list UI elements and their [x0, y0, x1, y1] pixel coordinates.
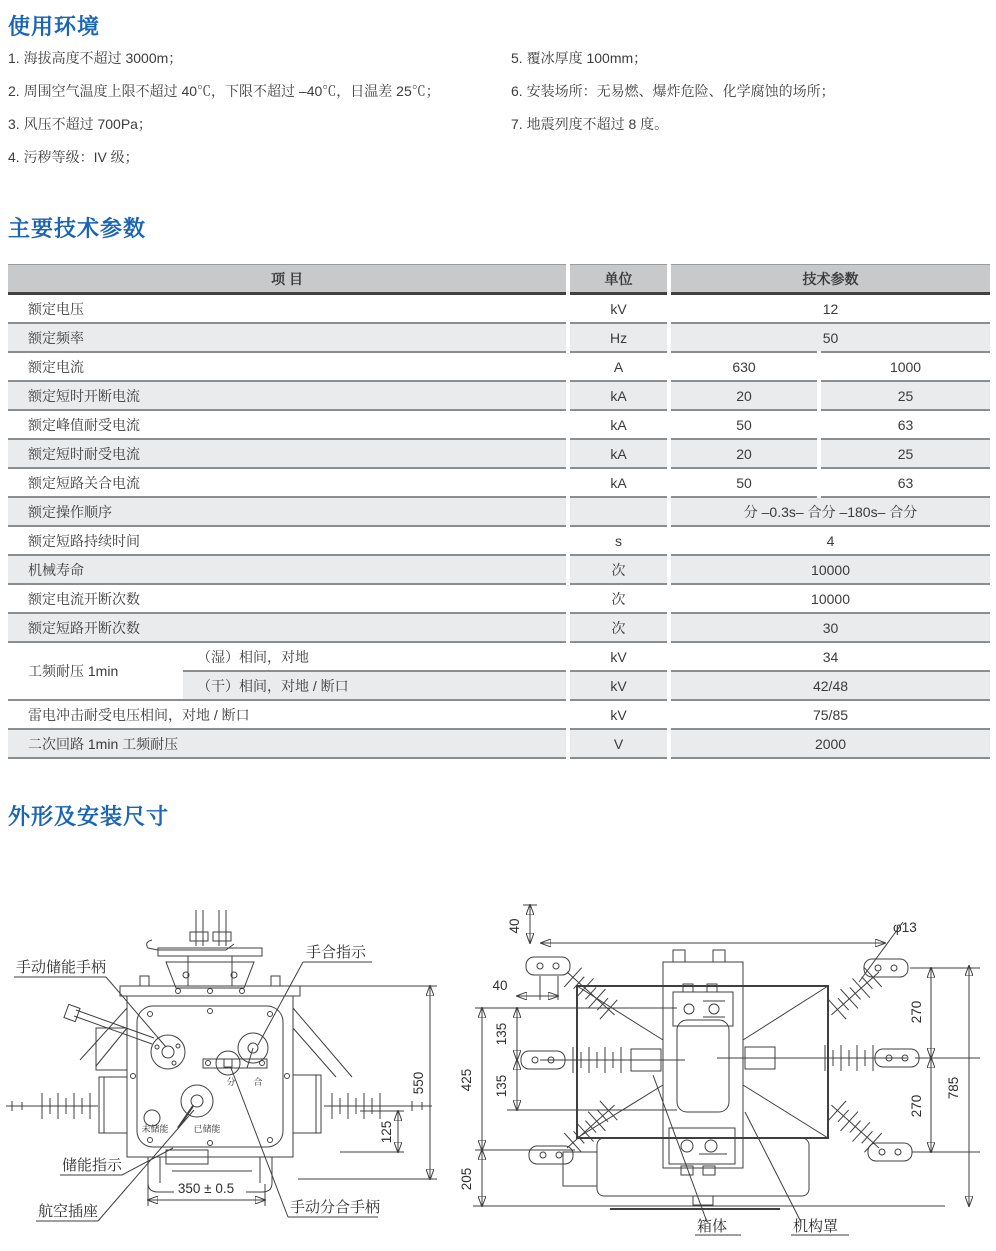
dim-550: 550	[411, 1071, 426, 1095]
value-cell: 20	[669, 381, 819, 410]
value-cell: 25	[819, 439, 990, 468]
environment-item: 7. 地震列度不超过 8 度。	[511, 116, 669, 132]
environment-item: 3. 风压不超过 700Pa；	[8, 116, 152, 132]
dim-205: 205	[459, 1167, 474, 1191]
value-cell: 50	[669, 410, 819, 439]
unit-cell: 次	[568, 613, 669, 642]
unit-cell: kV	[568, 700, 669, 729]
label-manual-switch-handle: 手动分合手柄	[290, 1199, 381, 1216]
value-cell: 10000	[669, 555, 990, 584]
value-cell: 50	[669, 468, 819, 497]
param-group-cell: 工频耐压 1min	[8, 642, 183, 700]
unit-cell: s	[568, 526, 669, 555]
param-name-cell: 额定电流	[8, 352, 568, 381]
param-name-cell: 额定短路持续时间	[8, 526, 568, 555]
param-name-cell: 额定短路关合电流	[8, 468, 568, 497]
dim-135-upper: 135	[494, 1022, 509, 1046]
dim-125: 125	[379, 1120, 394, 1144]
value-cell: 630	[669, 352, 819, 381]
table-row	[8, 555, 990, 584]
unit-cell: Hz	[568, 323, 669, 352]
parameters-table	[8, 264, 990, 759]
table-row	[8, 381, 990, 410]
dimensions-title: 外形及安装尺寸	[8, 804, 170, 829]
table-row	[8, 439, 990, 468]
dim-hole-diameter: φ13	[893, 920, 917, 935]
value-cell: 20	[669, 439, 819, 468]
param-name-cell: 二次回路 1min 工频耐压	[8, 729, 568, 758]
unit-cell: A	[568, 352, 669, 381]
param-name-cell: 额定电压	[28, 300, 84, 317]
label-close: 合	[253, 1077, 263, 1087]
table-header-row	[8, 265, 990, 294]
dim-135-lower: 135	[494, 1074, 509, 1098]
unit-cell: kV	[568, 642, 669, 671]
parameters-title: 主要技术参数	[8, 216, 147, 241]
table-row	[8, 613, 990, 642]
value-cell: 75/85	[669, 700, 990, 729]
top-view-annotations	[459, 905, 980, 1235]
value-cell: 63	[819, 468, 990, 497]
param-name-cell: 额定短时开断电流	[8, 381, 568, 410]
param-name-cell: 机械寿命	[8, 555, 568, 584]
param-name-cell: 额定频率	[8, 323, 568, 352]
label-mechanism-cover: 机构罩	[793, 1218, 839, 1235]
value-cell: 2000	[669, 729, 990, 758]
table-row	[8, 729, 990, 758]
param-name-cell: 额定电流开断次数	[8, 584, 568, 613]
value-cell: 42/48	[669, 671, 990, 700]
label-storage-indicator: 储能指示	[62, 1157, 123, 1174]
environment-item: 5. 覆冰厚度 100mm；	[511, 50, 648, 66]
header-unit: 单位	[568, 265, 669, 294]
table-row	[8, 700, 990, 729]
dim-350: 350 ± 0.5	[177, 1181, 235, 1196]
label-aviation-socket: 航空插座	[38, 1203, 99, 1220]
value-cell: 25	[819, 381, 990, 410]
dim-40-side: 40	[492, 978, 508, 993]
environment-title: 使用环境	[8, 14, 101, 39]
unit-cell: kA	[568, 468, 669, 497]
header-value: 技术参数	[669, 265, 990, 294]
top-view-drawing	[445, 900, 996, 1250]
dim-785: 785	[946, 1076, 961, 1100]
param-name-cell: 额定峰值耐受电流	[8, 410, 568, 439]
table-row	[8, 642, 990, 671]
table-row	[8, 497, 990, 526]
unit-cell: kA	[568, 381, 669, 410]
table-row	[8, 526, 990, 555]
environment-list-left	[8, 42, 508, 174]
table-row	[8, 352, 990, 381]
table-row	[8, 294, 990, 324]
value-cell: 63	[819, 410, 990, 439]
table-row	[8, 323, 990, 352]
label-storage-handle: 手动储能手柄	[16, 959, 107, 976]
param-name-cell: （湿）相间，对地	[183, 642, 568, 671]
label-charged: 已储能	[193, 1124, 221, 1134]
unit-cell: kV	[568, 671, 669, 700]
value-cell: 30	[669, 613, 990, 642]
label-not-charged: 未储能	[141, 1124, 169, 1134]
unit-cell: 次	[568, 584, 669, 613]
value-cell: 4	[669, 526, 990, 555]
top-view-art	[473, 950, 945, 1209]
dim-270-upper: 270	[909, 1000, 924, 1024]
unit-cell	[568, 497, 669, 526]
environment-item: 2. 周围空气温度上限不超过 40℃，下限不超过 –40℃，日温差 25℃；	[8, 83, 440, 99]
header-item: 项 目	[8, 265, 568, 294]
table-row	[8, 468, 990, 497]
unit-cell: kV	[568, 294, 669, 324]
value-cell: 12	[822, 300, 839, 317]
table-row	[8, 410, 990, 439]
value-cell: 50	[669, 323, 990, 352]
param-name-cell: 额定操作顺序	[8, 497, 568, 526]
front-view-art	[6, 910, 432, 1192]
label-open: 分	[226, 1077, 236, 1087]
value-cell: 34	[669, 642, 990, 671]
front-view-drawing	[0, 900, 440, 1250]
label-close-indicator: 手合指示	[306, 944, 367, 961]
environment-item: 6. 安装场所：无易燃、爆炸危险、化学腐蚀的场所；	[511, 83, 835, 99]
label-tank: 箱体	[697, 1218, 728, 1235]
param-name-cell: 雷电冲击耐受电压相间，对地 / 断口	[8, 700, 568, 729]
param-name-cell: （干）相间，对地 / 断口	[183, 671, 568, 700]
environment-item: 1. 海拔高度不超过 3000m；	[8, 50, 183, 66]
unit-cell: kA	[568, 410, 669, 439]
dim-425: 425	[459, 1068, 474, 1092]
dim-270-lower: 270	[909, 1094, 924, 1118]
environment-item: 4. 污秽等级：IV 级；	[8, 149, 139, 165]
table-row	[8, 584, 990, 613]
param-name-cell: 额定短路开断次数	[8, 613, 568, 642]
unit-cell: V	[568, 729, 669, 758]
value-cell: 分 –0.3s– 合分 –180s– 合分	[669, 497, 990, 526]
value-cell: 1000	[819, 352, 990, 381]
unit-cell: 次	[568, 555, 669, 584]
value-cell: 10000	[669, 584, 990, 613]
dim-40-top: 40	[507, 918, 522, 934]
unit-cell: kA	[568, 439, 669, 468]
param-name-cell: 额定短时耐受电流	[8, 439, 568, 468]
environment-list-right	[511, 42, 991, 141]
